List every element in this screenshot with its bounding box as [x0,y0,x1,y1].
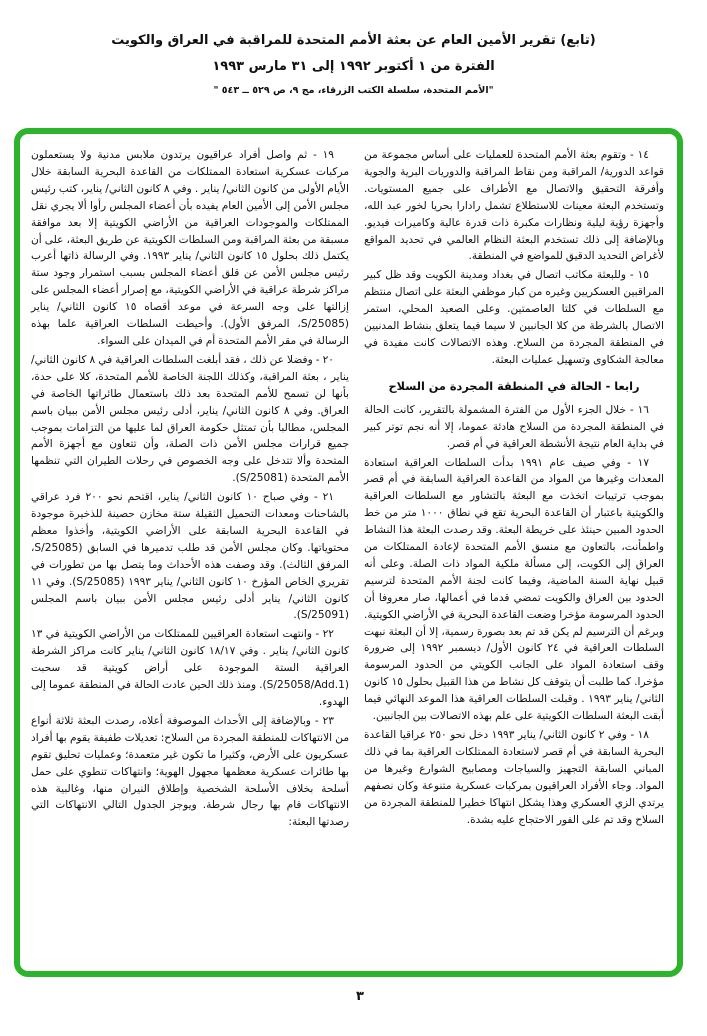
paragraph: ٢٣ - وبالإضافة إلى الأحداث الموصوفة أعلاه، رصدت البعثة ثلاثة أنواع من الانتهاكات للمنطقة المجردة من السلاح: تعديلات طفيفة يقوم بها أفراد عسكريون على الأرض، وكثيرا ما تكون غير متعمدة؛ وعمليات تحليق تقوم بها طائرات عسكرية معظمها مجهول الهوية؛ وانتهاكات تنطوي على حمل أسلحة بخلاف الأسلحة الشخصية وإطلاق النيران منها، وغالبية هذه الانتهاكات قام بها رجال شرطة. ويوجز الجدول التالي الانتهاكات التي رصدتها البعثة: [31,714,349,829]
page-number: ٣ [356,989,364,1004]
two-column-layout [20,134,677,833]
column-left [31,147,349,833]
green-border-content-box [14,128,683,977]
paragraph: ١٥ - وللبعثة مكاتب اتصال في بغداد ومدينة الكويت وقد ظل كبير المراقبين العسكريين وغيره من كبار موظفي البعثة على اتصال منتظم مع السلطات في كلتا العاصمتين. وعلى الصعيد المحلي، استمر الاتصال بالشرطة من كلا الجانبين لا سيما فيما يتعلق بنشاط المدنيين في المنطقة المجردة من السلاح. وهذه الاتصالات كانت مفيدة في معالجة الشكاوى وتسهيل عمليات البعثة. [364,269,664,366]
section-heading: رابعا - الحالة في المنطقة المجردة من السلاح [388,379,640,393]
paragraph: ٢٢ - وانتهت استعادة العراقيين للممتلكات من الأراضي الكويتية في ١٣ كانون الثاني/ يناير . وفي ١٨/١٧ كانون الثاني/ يناير كانت مراكز الشرطة العراقية الستة الموجودة على أراض كويتية قد سحبت (S/25058/Add.1). ومنذ ذلك الحين عادت الحالة في المنطقة عموما إلى الهدوء. [31,628,349,708]
paragraph: ٢٠ - وفضلا عن ذلك ، فقد أبلغت السلطات العراقية في ٨ كانون الثاني/ يناير ، بعثة المراقبة، وكذلك اللجنة الخاصة للأمم المتحدة، كلا على حدة، بأنها لن تسمح للأمم المتحدة بعد ذلك باستعمال طائراتها الخاصة في العراق. وفي ٨ كانون الثاني/ يناير، أدلى رئيس مجلس الأمن ببيان باسم المجلس، مطالبا بأن تمتثل حكومة العراق لما عليها من التزامات بموجب جميع قرارات مجلس الأمن ذات الصلة، وأن تتعاون مع أجهزة الأمم المتحدة وألا تتدخل على وجه الخصوص في رحلات الطيران التي تنظمها الأمم المتحدة (S/25081). [31,353,349,485]
document-header [0,32,707,97]
report-period: الفترة من ١ أكتوبر ١٩٩٢ إلى ٣١ مارس ١٩٩٣ [212,59,495,74]
paragraph: ٢١ - وفي صباح ١٠ كانون الثاني/ يناير، اقتحم نحو ٢٠٠ فرد عراقي بالشاحنات ومعدات التحميل الثقيلة ستة مخازن حصينة للذخيرة موجودة في القاعدة البحرية السابقة على الأراضي الكويتية، وأخذوا معظم محتوياتها. وكان مجلس الأمن قد طلب تدميرها في السابق (S/25085، المرفق الثالث). وقد وصفت هذه الأحداث وما يتصل بها من تطورات في تقريري الخاص المؤرخ ١٠ كانون الثاني/ يناير ١٩٩٣ (S/25085). وفي ١١ كانون الثاني/ يناير أدلى رئيس مجلس الأمن ببيان باسم المجلس (S/25091). [31,491,349,622]
column-right [364,147,664,830]
report-source-citation: "الأمم المتحدة، سلسلة الكتب الزرقاء، مج ٩، ص ٥٢٩ ــ ٥٤٣ " [213,85,494,96]
paragraph: ١٩ - ثم واصل أفراد عراقيون يرتدون ملابس مدنية ولا يستعملون مركبات عسكرية استعادة الممتلكات من القاعدة البحرية السابقة خلال الأيام الأولى من كانون الثاني/ يناير . وفي ٨ كانون الثاني/ يناير، كتب رئيس مجلس الأمن إلى الأمين العام يفيده بأن أعضاء المجلس رأوا ألا يجري نقل الممتلكات والموجودات العراقية من الأراضي الكويتية إلا بعد موافقة مسبقة من بعثة المراقبة ومن السلطات الكويتية عن طريق البعثة، على أن يكتمل ذلك بحلول ١٥ كانون الثاني/ يناير ١٩٩٣. وفي الرسالة ذاتها أعرب رئيس مجلس الأمن عن قلق أعضاء المجلس بسبب استمرار وجود ستة مراكز شرطة عراقية في الأراضي الكويتية، مع إصرار أعضاء المجلس على إزالتها على وجه السرعة في موعد أقصاه ١٥ كانون الثاني/ يناير (S/25085، المرفق الأول). وأحيطت السلطات العراقية علما بهذه الرسالة في مقر الأمم المتحدة أم في الميدان على السواء. [31,149,350,347]
report-title: (تابع) تقرير الأمين العام عن بعثة الأمم المتحدة للمراقبة في العراق والكويت [111,33,596,48]
paragraph: ١٤ - وتقوم بعثة الأمم المتحدة للعمليات على أساس مجموعة من قواعد الدورية/ المراقبة ومن نقاط المراقبة والدوريات البرية والجوية وأفرقة التحقيق والاتصال مع الأطراف على جميع المستويات. وتستخدم البعثة معينات للاستطلاع تشمل رادارا بحريا لخور عبد الله، وأجهزة رؤية ليلية ونظارات مكبرة ذات قدرة عالية وكاميرات فيديو. وبالإضافة إلى ذلك تستخدم البعثة النظام العالمي في تحديد المواقع لأغراض التحديد الدقيق للمواضع في المنطقة. [364,149,664,263]
paragraph: ١٨ - وفي ٢ كانون الثاني/ يناير ١٩٩٣ دخل نحو ٢٥٠ عراقيا القاعدة البحرية السابقة في أم قصر لاستعادة الممتلكات العراقية بما في ذلك المباني السابقة التجهيز والسياجات ومصابيح الشوارع وغيرها من المواد. وجاء الأفراد العراقيون بمركبات عسكرية متنوعة وكان نصفهم يرتدي الزي العسكري وهذا يشكل انتهاكا خطيرا للمنطقة المجردة من السلاح وقد تم على الفور الاحتجاج عليه بشدة. [364,729,664,826]
paragraph: ١٦ - خلال الجزء الأول من الفترة المشمولة بالتقرير، كانت الحالة في المنطقة المجردة من السلاح هادئة عموما، إلا أنه نجم توتر كبير في بداية العام نتيجة الأنشطة العراقية في أم قصر. [364,403,664,450]
paragraph: ١٧ - وفي صيف عام ١٩٩١ بدأت السلطات العراقية استعادة المعدات وغيرها من المواد من القاعدة العراقية السابقة في أم قصر بموجب ترتيبات اتخذت مع البعثة بالتشاور مع السلطات العراقية والكويتية باعتبار أن القاعدة البحرية تقع في نطاق ١٠٠٠ متر من خط الحدود المبين حينئذ على خريطة البعثة. وقد رصدت البعثة هذا النشاط واطمأنت، بالتعاون مع منسق الأمم المتحدة لإعادة الممتلكات من العراق إلى الكويت، إلى مسألة ملكية المواد ذات الصلة. وعلى أنه قبيل نهاية السنة الماضية، وفيما كانت لجنة الأمم المتحدة لترسيم الحدود بين العراق والكويت تمضي قدما في أعمالها، صار معروفا أن الحدود المرسومة مؤخرا وضعت القاعدة البحرية في الأراضي الكويتية. وبرغم أن الترسيم لم يكن قد تم بعد بصورة رسمية، إلا أن البعثة نبهت السلطات العراقية في ٢٤ كانون الأول/ ديسمبر ١٩٩٢ إلى ضرورة وقف استعادة المواد على الجانب الكويتي من الحدود المرسومة مؤخرا. كما طلبت أن يتوقف كل نشاط من هذا القبيل بحلول ١٥ كانون الثاني/ يناير ١٩٩٣ . وقبلت السلطات العراقية هذا الموعد النهائي فيما أبقت البعثة السلطات الكويتية على علم بهذه الاتصالات بين الجانبين. [364,456,665,723]
